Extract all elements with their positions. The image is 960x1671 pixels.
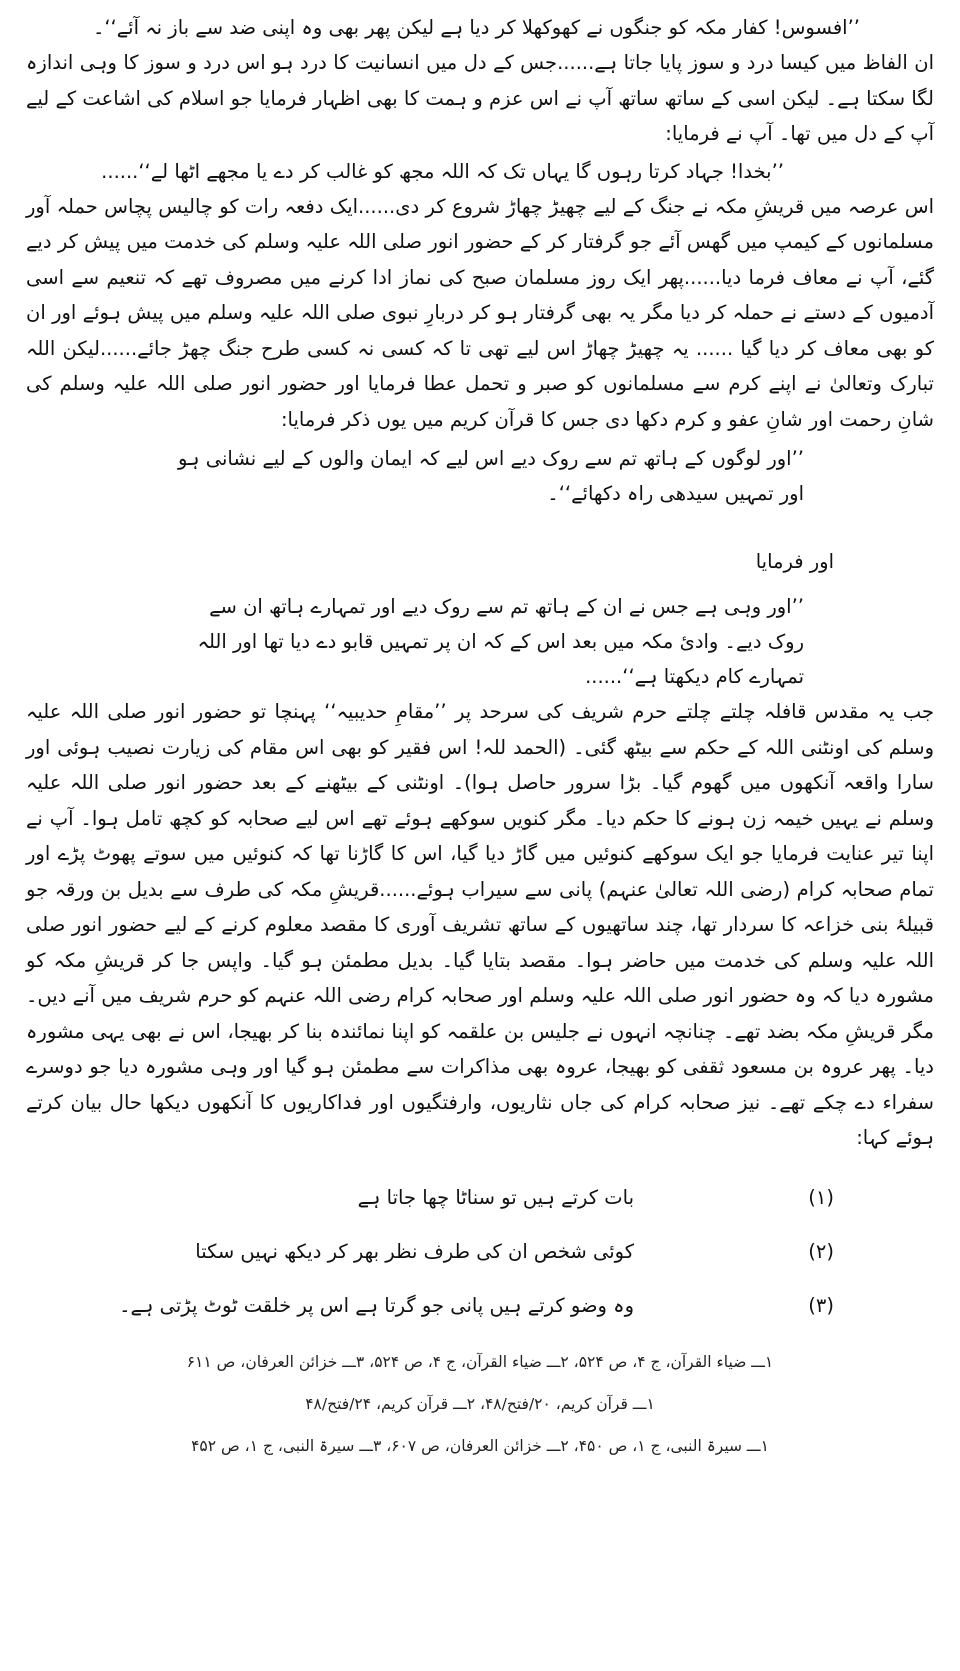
footnote-line: ۱ـــ سیرۃ النبی، ج ۱، ص ۴۵۰، ۲ـــ خزائن العرفان، ص ۶۰۷، ۳ـــ سیرۃ النبی، ج ۱، ص ۴۵۲ [191, 1436, 769, 1455]
footnote-line: ۱ـــ ضیاء القرآن، ج ۴، ص ۵۲۴، ۲ـــ ضیاء القرآن، ج ۴، ص ۵۲۴، ۳ـــ خزائن العرفان، ص ۶۱۱ [186, 1352, 774, 1371]
list-item [26, 1240, 934, 1294]
list-item-number: (۳) [808, 1293, 834, 1317]
paragraph-hudaybiyyah: جب یہ مقدس قافلہ چلتے چلتے حرم شریف کی سرحد پر ’’مقامِ حدیبیہ‘‘ پہنچا تو حضور انور صلی اللہ علیہ وسلم کی اونٹنی اللہ کے حکم سے بیٹھ گئی۔ (الحمد للہ! اس فقیر کو بھی اس مقام کی زیارت نصیب ہوئی اور سارا واقعہ آنکھوں میں گھوم گیا۔ بڑا سرور حاصل ہوا)۔ اونٹنی کے بیٹھنے کے بعد حضور انور صلی اللہ علیہ وسلم نے یہیں خیمہ زن ہونے کا حکم دیا۔ مگر کنویں سوکھے ہوئے تھے اس لیے صحابہ کو کچھ تامل ہوا۔ آپ نے اپنا تیر عنایت فرمایا جو ایک سوکھے کنوئیں میں گاڑ دیا گیا، اس کا گاڑنا تھا کہ کنوئیں میں سوتے پھوٹ پڑے اور تمام صحابہ کرام (رضی اللہ تعالیٰ عنہم) پانی سے سیراب ہوئے......قریشِ مکہ کی طرف سے بدیل بن ورقہ جو قبیلۂ بنی خزاعہ کا سردار تھا، چند ساتھیوں کے ساتھ تشریف آوری کا مقصد معلوم کرنے کے لیے حضور انور صلی اللہ علیہ وسلم کی خدمت میں حاضر ہوا۔ مقصد بتایا گیا۔ بدیل مطمئن ہو گیا۔ واپس جا کر قریشِ مکہ کو مشورہ دیا کہ وہ حضور انور صلی اللہ علیہ وسلم اور صحابہ کرام رضی اللہ عنہم کو حرم شریف میں آنے دیں۔ مگر قریشِ مکہ بضد تھے۔ چنانچہ انہوں نے جلیس بن علقمہ کو اپنا نمائندہ بنا کر بھیجا، اس نے بھی یہی مشورہ دیا۔ پھر عروہ بن مسعود ثقفی کو بھیجا، عروہ بھی مذاکرات سے مطمئن ہو گیا اور وہی مشورہ دیا جو دوسرے سفراء دے چکے تھے۔ نیز صحابہ کرام کی جاں نثاریوں، وارفتگیوں اور فداکاریوں کا آنکھوں دیکھا حال بیان کرتے ہوئے کہا: [26, 700, 934, 1149]
list-item-text: وہ وضو کرتے ہیں پانی جو گرتا ہے اس پر خلقت ٹوٹ پڑتی ہے۔ [119, 1293, 634, 1317]
quote-jihad-oath: ’’بخدا! جہاد کرتا رہوں گا یہاں تک کہ اللہ مجھ کو غالب کر دے یا مجھے اٹھا لے‘‘...... [101, 159, 784, 183]
quran-quote-valley-of-makkah: ’’اور وہی ہے جس نے ان کے ہاتھ تم سے روک دیے اور تمہارے ہاتھ ان سے روک دیے۔ وادیٔ مکہ میں بعد اس کے کہ ان پر تمہیں قابو دے دیا تھا اور اللہ تمہارے کام دیکھتا ہے‘‘...... [197, 595, 804, 688]
opening-quote: ’’افسوس! کفار مکہ کو جنگوں نے کھوکھلا کر دیا ہے لیکن پھر بھی وہ اپنی ضد سے باز نہ آئے‘‘۔ [92, 16, 860, 39]
footnote-line: ۱ـــ قرآن کریم، ۲۰/فتح/۴۸، ۲ـــ قرآن کریم، ۲۴/فتح/۴۸ [305, 1394, 655, 1413]
list-item-text: بات کرتے ہیں تو سناٹا چھا جاتا ہے [357, 1185, 634, 1209]
list-item-number: (۱) [808, 1185, 834, 1209]
list-item [26, 1294, 934, 1348]
paragraph-grief-and-resolve: ان الفاظ میں کیسا درد و سوز پایا جاتا ہے......جس کے دل میں انسانیت کا درد ہو اس درد و سوز کا وہی اندازہ لگا سکتا ہے۔ لیکن اسی کے ساتھ ساتھ آپ نے اس عزم و ہمت کا بھی اظہار فرمایا جو اسلام کی اشاعت کے لیے آپ کے دل میں تھا۔ آپ نے فرمایا: [26, 51, 934, 145]
paragraph-quraysh-provocations: اس عرصہ میں قریشِ مکہ نے جنگ کے لیے چھیڑ چھاڑ شروع کر دی......ایک دفعہ رات کو چالیس پچاس حملہ آور مسلمانوں کے کیمپ میں گھس آئے جو گرفتار کر کے حضور انور صلی اللہ علیہ وسلم کی خدمت میں پیش کر دیے گئے، آپ نے معاف فرما دیا......پھر ایک روز مسلمان صبح کی نماز ادا کرنے میں مصروف تھے کہ تنعیم سے اسی آدمیوں کے دستے نے حملہ کر دیا مگر یہ بھی گرفتار ہو کر دربارِ نبوی صلی اللہ علیہ وسلم میں پیش ہوئے اور ان کو بھی معاف کر دیا گیا ...... یہ چھیڑ چھاڑ اس لیے تھی تا کہ کسی نہ کسی طرح جنگ چھڑ جائے......لیکن اللہ تبارک وتعالیٰ نے اپنے کرم سے مسلمانوں کو صبر و تحمل عطا فرمایا اور حضور انور صلی اللہ علیہ وسلم کی شانِ رحمت اور شانِ عفو و کرم دکھا دی جس کا قرآن کریم میں یوں ذکر فرمایا: [26, 194, 934, 431]
label-and-he-said: اور فرمایا [755, 550, 834, 573]
list-item-text: کوئی شخص ان کی طرف نظر بھر کر دیکھ نہیں سکتا [195, 1239, 634, 1263]
observations-list [26, 1186, 934, 1348]
footnotes [26, 1352, 934, 1478]
list-item-number: (۲) [808, 1239, 834, 1263]
quran-quote-restrained-hands: ’’اور لوگوں کے ہاتھ تم سے روک دیے اس لیے کہ ایمان والوں کے لیے نشانی ہو اور تمہیں سیدھی راہ دکھائے‘‘۔ [178, 447, 804, 505]
list-item [26, 1186, 934, 1240]
